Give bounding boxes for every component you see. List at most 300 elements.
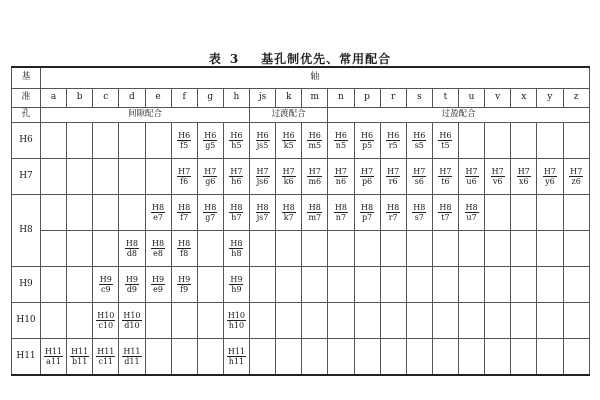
fit-table-body xyxy=(12,67,590,375)
fit-cell xyxy=(41,123,67,159)
fit-cell xyxy=(485,303,511,339)
fit-cell xyxy=(511,159,537,195)
fit-cell xyxy=(119,195,145,231)
fit-cell xyxy=(67,123,93,159)
hole-label: H7 xyxy=(12,159,41,195)
fit-shaft-tolerance: c11 xyxy=(98,356,114,366)
fit-cell xyxy=(302,303,328,339)
fit-cell xyxy=(432,159,458,195)
fit-cell xyxy=(563,339,589,376)
fit-cell xyxy=(223,303,249,339)
fit-cell xyxy=(354,303,380,339)
shaft-letter-a: a xyxy=(41,89,67,108)
fit-shaft-tolerance: k5 xyxy=(283,140,294,150)
fit-shaft-tolerance: k7 xyxy=(283,212,294,222)
fit-cell xyxy=(511,195,537,231)
fit-hole-tolerance: H7 xyxy=(570,166,583,176)
fit-shaft-tolerance: m6 xyxy=(308,176,322,186)
fit-cell xyxy=(41,267,67,303)
fit-cell xyxy=(145,159,171,195)
fit-shaft-tolerance: c10 xyxy=(98,320,114,330)
shaft-letter-u: u xyxy=(459,89,485,108)
fit-cell xyxy=(67,159,93,195)
fit-fraction xyxy=(543,167,557,186)
fit-shaft-tolerance: n5 xyxy=(335,140,347,150)
fit-fraction xyxy=(151,239,165,258)
fit-cell xyxy=(171,123,197,159)
fit-shaft-tolerance: s6 xyxy=(414,176,424,186)
fit-shaft-tolerance: f7 xyxy=(180,212,189,222)
fit-shaft-tolerance: r6 xyxy=(388,176,398,186)
fit-fraction xyxy=(151,203,165,222)
fit-fraction xyxy=(438,203,452,222)
fit-cell xyxy=(459,123,485,159)
fit-cell xyxy=(197,267,223,303)
fit-cell xyxy=(197,339,223,376)
fit-cell xyxy=(302,123,328,159)
fit-fraction xyxy=(438,131,452,150)
fit-shaft-tolerance: d11 xyxy=(124,356,140,366)
fit-fraction xyxy=(177,239,191,258)
fit-cell xyxy=(354,339,380,376)
fit-hole-tolerance: H11 xyxy=(97,346,115,356)
hole-header-cell-3: 孔 xyxy=(12,108,41,123)
fit-shaft-tolerance: p7 xyxy=(361,212,373,222)
fit-row xyxy=(12,159,590,195)
fit-cell xyxy=(354,159,380,195)
fit-shaft-tolerance: a11 xyxy=(46,356,62,366)
fit-cell xyxy=(328,195,354,231)
fit-cell xyxy=(197,231,223,267)
fit-cell xyxy=(197,303,223,339)
shaft-letter-r: r xyxy=(380,89,406,108)
fit-cell xyxy=(250,195,276,231)
fit-fraction xyxy=(412,131,426,150)
fit-fraction xyxy=(386,131,400,150)
fit-hole-tolerance: H8 xyxy=(387,202,400,212)
fit-cell xyxy=(406,231,432,267)
fit-fraction xyxy=(96,347,115,366)
shaft-letter-m: m xyxy=(302,89,328,108)
fit-cell xyxy=(145,195,171,231)
fit-fraction xyxy=(96,311,115,330)
fit-cell xyxy=(485,159,511,195)
shaft-header-row xyxy=(12,67,590,89)
fit-shaft-tolerance: t5 xyxy=(441,140,450,150)
fit-cell xyxy=(276,159,302,195)
hole-label: H10 xyxy=(12,303,41,339)
fit-cell xyxy=(563,267,589,303)
shaft-letters-row xyxy=(12,89,590,108)
group-transition: 过渡配合 xyxy=(250,108,328,123)
shaft-letter-t: t xyxy=(432,89,458,108)
fit-cell xyxy=(328,123,354,159)
fit-fraction xyxy=(177,131,191,150)
fit-cell xyxy=(276,195,302,231)
fit-cell xyxy=(119,123,145,159)
fit-cell xyxy=(223,339,249,376)
fit-hole-tolerance: H7 xyxy=(361,166,374,176)
fit-cell xyxy=(432,123,458,159)
fit-hole-tolerance: H8 xyxy=(125,238,138,248)
fit-fraction xyxy=(360,131,374,150)
fit-cell xyxy=(93,339,119,376)
shaft-letter-c: c xyxy=(93,89,119,108)
fit-shaft-tolerance: u7 xyxy=(466,212,477,222)
fit-hole-tolerance: H7 xyxy=(465,166,478,176)
fit-cell xyxy=(302,195,328,231)
fit-fraction xyxy=(307,167,322,186)
fit-shaft-tolerance: g5 xyxy=(205,140,216,150)
shaft-letter-z: z xyxy=(563,89,589,108)
fit-cell xyxy=(459,159,485,195)
fit-cell xyxy=(432,195,458,231)
fit-cell xyxy=(563,159,589,195)
fit-fraction xyxy=(227,311,246,330)
fit-cell xyxy=(41,303,67,339)
fit-shaft-tolerance: b11 xyxy=(72,356,88,366)
fit-fraction xyxy=(334,167,348,186)
fit-cell xyxy=(459,339,485,376)
fit-fraction xyxy=(307,203,322,222)
fit-fraction xyxy=(491,167,505,186)
fit-cell xyxy=(511,339,537,376)
fit-hole-tolerance: H11 xyxy=(71,346,89,356)
fit-fraction xyxy=(177,167,191,186)
fit-shaft-tolerance: d8 xyxy=(126,248,138,258)
caption-label: 表 xyxy=(208,52,222,66)
fit-hole-tolerance: H10 xyxy=(227,310,246,320)
fit-hole-tolerance: H7 xyxy=(178,166,191,176)
group-clearance: 间隙配合 xyxy=(41,108,250,123)
fit-cell xyxy=(41,339,67,376)
fit-shaft-tolerance: n7 xyxy=(335,212,347,222)
hole-label: H11 xyxy=(12,339,41,376)
fit-cell xyxy=(485,267,511,303)
fit-cell xyxy=(354,231,380,267)
fit-cell xyxy=(171,339,197,376)
shaft-letter-x: x xyxy=(511,89,537,108)
fit-shaft-tolerance: z6 xyxy=(571,176,581,186)
fit-hole-tolerance: H8 xyxy=(361,202,374,212)
fit-cell xyxy=(171,195,197,231)
fit-cell xyxy=(380,339,406,376)
fit-fraction xyxy=(438,167,452,186)
fit-cell xyxy=(250,123,276,159)
fit-cell xyxy=(223,123,249,159)
hole-label: H9 xyxy=(12,267,41,303)
fit-shaft-tolerance: u6 xyxy=(466,176,477,186)
fit-fraction xyxy=(203,131,217,150)
hole-header-cell-2: 准 xyxy=(12,89,41,108)
fit-hole-tolerance: H8 xyxy=(308,202,321,212)
fit-hole-tolerance: H6 xyxy=(308,130,321,140)
hole-label: H8 xyxy=(12,195,41,267)
shaft-letter-g: g xyxy=(197,89,223,108)
fit-cell xyxy=(223,231,249,267)
fit-cell xyxy=(93,195,119,231)
fit-cell xyxy=(302,339,328,376)
fit-cell xyxy=(406,195,432,231)
shaft-letter-e: e xyxy=(145,89,171,108)
fit-hole-tolerance: H8 xyxy=(439,202,452,212)
fit-shaft-tolerance: e7 xyxy=(153,212,163,222)
fit-shaft-tolerance: h7 xyxy=(231,212,242,222)
fit-hole-tolerance: H8 xyxy=(334,202,347,212)
fit-fraction xyxy=(229,167,243,186)
fit-cell xyxy=(432,303,458,339)
fit-shaft-tolerance: r7 xyxy=(388,212,398,222)
shaft-letter-f: f xyxy=(171,89,197,108)
fit-hole-tolerance: H9 xyxy=(230,274,243,284)
fit-row xyxy=(12,339,590,376)
fit-fraction xyxy=(360,167,374,186)
hole-label: H6 xyxy=(12,123,41,159)
fit-shaft-tolerance: f9 xyxy=(180,284,189,294)
fit-fraction xyxy=(229,239,243,258)
fit-shaft-tolerance: x6 xyxy=(519,176,529,186)
fit-hole-tolerance: H7 xyxy=(308,166,321,176)
fit-hole-tolerance: H7 xyxy=(439,166,452,176)
fit-cell xyxy=(145,123,171,159)
fit-cell xyxy=(41,231,67,267)
fit-cell xyxy=(67,339,93,376)
fit-fraction xyxy=(151,275,165,294)
fit-cell xyxy=(406,303,432,339)
shaft-letter-s: s xyxy=(406,89,432,108)
fit-cell xyxy=(250,231,276,267)
fit-hole-tolerance: H7 xyxy=(334,166,347,176)
fit-cell xyxy=(537,195,563,231)
fit-cell xyxy=(119,159,145,195)
fit-hole-tolerance: H8 xyxy=(230,202,243,212)
fit-cell xyxy=(67,303,93,339)
fit-cell xyxy=(406,123,432,159)
fit-fraction xyxy=(412,167,426,186)
fit-hole-tolerance: H9 xyxy=(152,274,165,284)
fit-cell xyxy=(67,267,93,303)
fit-hole-tolerance: H6 xyxy=(282,130,295,140)
fit-fraction xyxy=(334,131,348,150)
fit-cell xyxy=(406,339,432,376)
fit-cell xyxy=(511,123,537,159)
fit-fraction xyxy=(99,275,113,294)
fit-cell xyxy=(432,231,458,267)
fit-shaft-tolerance: g6 xyxy=(205,176,216,186)
fit-cell xyxy=(223,267,249,303)
fit-cell xyxy=(67,231,93,267)
fit-hole-tolerance: H6 xyxy=(178,130,191,140)
fit-cell xyxy=(380,123,406,159)
fit-cell xyxy=(223,159,249,195)
fit-fraction xyxy=(122,347,141,366)
fit-hole-tolerance: H7 xyxy=(282,166,295,176)
fit-hole-tolerance: H8 xyxy=(413,202,426,212)
fit-cell xyxy=(537,339,563,376)
fit-shaft-tolerance: s7 xyxy=(414,212,424,222)
fit-cell xyxy=(537,231,563,267)
fit-cell xyxy=(145,231,171,267)
fit-cell xyxy=(93,159,119,195)
fit-cell xyxy=(328,231,354,267)
fit-cell xyxy=(537,303,563,339)
fit-cell xyxy=(145,339,171,376)
fit-fraction xyxy=(122,311,141,330)
fit-cell xyxy=(223,195,249,231)
fit-cell xyxy=(302,159,328,195)
fit-cell xyxy=(511,267,537,303)
fit-fraction xyxy=(334,203,348,222)
shaft-header: 轴 xyxy=(41,67,590,89)
fit-cell xyxy=(145,267,171,303)
fit-cell xyxy=(250,159,276,195)
fit-shaft-tolerance: js6 xyxy=(256,176,269,186)
fit-hole-tolerance: H8 xyxy=(465,202,478,212)
fit-cell xyxy=(563,303,589,339)
fit-cell xyxy=(459,231,485,267)
caption-number: 3 xyxy=(229,52,240,66)
fit-hole-tolerance: H6 xyxy=(256,130,269,140)
fit-cell xyxy=(511,231,537,267)
fit-shaft-tolerance: h11 xyxy=(228,356,245,366)
fit-cell xyxy=(171,159,197,195)
shaft-letter-b: b xyxy=(67,89,93,108)
fit-fraction xyxy=(44,347,63,366)
fit-hole-tolerance: H6 xyxy=(204,130,217,140)
fit-hole-tolerance: H7 xyxy=(256,166,269,176)
fit-hole-tolerance: H10 xyxy=(123,310,141,320)
fit-shaft-tolerance: m7 xyxy=(308,212,322,222)
fit-cell xyxy=(485,339,511,376)
fit-shaft-tolerance: e8 xyxy=(153,248,163,258)
fit-fraction xyxy=(229,275,243,294)
fit-shaft-tolerance: m5 xyxy=(308,140,322,150)
fit-cell xyxy=(302,267,328,303)
fit-cell xyxy=(459,267,485,303)
fit-hole-tolerance: H7 xyxy=(543,166,556,176)
fit-fraction xyxy=(386,203,400,222)
fit-cell xyxy=(354,267,380,303)
shaft-letter-js: js xyxy=(250,89,276,108)
fit-cell xyxy=(432,339,458,376)
fit-cell xyxy=(276,231,302,267)
fit-hole-tolerance: H7 xyxy=(517,166,530,176)
fit-shaft-tolerance: n6 xyxy=(335,176,347,186)
fit-cell xyxy=(93,303,119,339)
fit-cell xyxy=(276,123,302,159)
fit-cell xyxy=(93,231,119,267)
fit-fraction xyxy=(229,131,243,150)
fit-fraction xyxy=(125,239,139,258)
fit-shaft-tolerance: d10 xyxy=(124,320,140,330)
fit-shaft-tolerance: p5 xyxy=(361,140,373,150)
shaft-letter-v: v xyxy=(485,89,511,108)
fit-shaft-tolerance: c9 xyxy=(101,284,111,294)
fit-shaft-tolerance: f6 xyxy=(180,176,189,186)
fit-hole-tolerance: H9 xyxy=(99,274,112,284)
fit-fraction xyxy=(227,347,246,366)
fit-fraction xyxy=(465,167,479,186)
fit-cell xyxy=(537,267,563,303)
fit-row xyxy=(12,195,590,231)
fit-cell xyxy=(380,195,406,231)
shaft-letter-d: d xyxy=(119,89,145,108)
fit-cell xyxy=(41,195,67,231)
shaft-letter-y: y xyxy=(537,89,563,108)
fit-shaft-tolerance: t6 xyxy=(441,176,450,186)
fit-cell xyxy=(563,231,589,267)
fit-fraction xyxy=(203,167,217,186)
fit-cell xyxy=(67,195,93,231)
hole-header-cell-1: 基 xyxy=(12,67,41,89)
fit-cell xyxy=(485,195,511,231)
fit-cell xyxy=(276,303,302,339)
fit-shaft-tolerance: e9 xyxy=(153,284,163,294)
fit-cell xyxy=(119,267,145,303)
fit-cell xyxy=(459,303,485,339)
fit-cell xyxy=(119,231,145,267)
fit-shaft-tolerance: d9 xyxy=(126,284,138,294)
fit-cell xyxy=(354,195,380,231)
fit-hole-tolerance: H8 xyxy=(178,202,191,212)
fit-hole-tolerance: H6 xyxy=(334,130,347,140)
fit-shaft-tolerance: h6 xyxy=(231,176,242,186)
shaft-letter-k: k xyxy=(276,89,302,108)
caption-title: 基孔制优先、常用配合 xyxy=(261,52,392,66)
fit-cell xyxy=(119,303,145,339)
fit-hole-tolerance: H7 xyxy=(230,166,243,176)
fit-fraction xyxy=(177,275,191,294)
fit-fraction xyxy=(256,167,270,186)
fit-cell xyxy=(250,267,276,303)
fit-shaft-tolerance: t7 xyxy=(441,212,450,222)
fit-hole-tolerance: H7 xyxy=(491,166,504,176)
fit-cell xyxy=(380,159,406,195)
fit-shaft-tolerance: h8 xyxy=(231,248,242,258)
fit-shaft-tolerance: js7 xyxy=(256,212,269,222)
fit-fraction xyxy=(256,131,270,150)
fit-fraction xyxy=(386,167,400,186)
fit-cell xyxy=(41,159,67,195)
fit-cell xyxy=(459,195,485,231)
fit-fraction xyxy=(256,203,270,222)
fit-cell xyxy=(406,159,432,195)
fit-cell xyxy=(93,267,119,303)
fit-cell xyxy=(197,195,223,231)
fit-cell xyxy=(537,123,563,159)
fit-hole-tolerance: H11 xyxy=(123,346,141,356)
shaft-letter-p: p xyxy=(354,89,380,108)
fit-shaft-tolerance: g7 xyxy=(205,212,216,222)
fit-cell xyxy=(485,231,511,267)
fit-hole-tolerance: H6 xyxy=(439,130,452,140)
fit-cell xyxy=(276,339,302,376)
fit-cell xyxy=(380,267,406,303)
fit-fraction xyxy=(569,167,583,186)
fit-cell xyxy=(354,123,380,159)
fit-cell xyxy=(197,159,223,195)
fit-cell xyxy=(328,267,354,303)
fit-shaft-tolerance: f5 xyxy=(180,140,189,150)
fit-cell xyxy=(328,339,354,376)
fit-fraction xyxy=(360,203,374,222)
fit-cell xyxy=(380,231,406,267)
fit-hole-tolerance: H7 xyxy=(387,166,400,176)
fit-cell xyxy=(328,303,354,339)
fit-cell xyxy=(171,231,197,267)
fit-hole-tolerance: H9 xyxy=(178,274,191,284)
fit-shaft-tolerance: v6 xyxy=(492,176,503,186)
